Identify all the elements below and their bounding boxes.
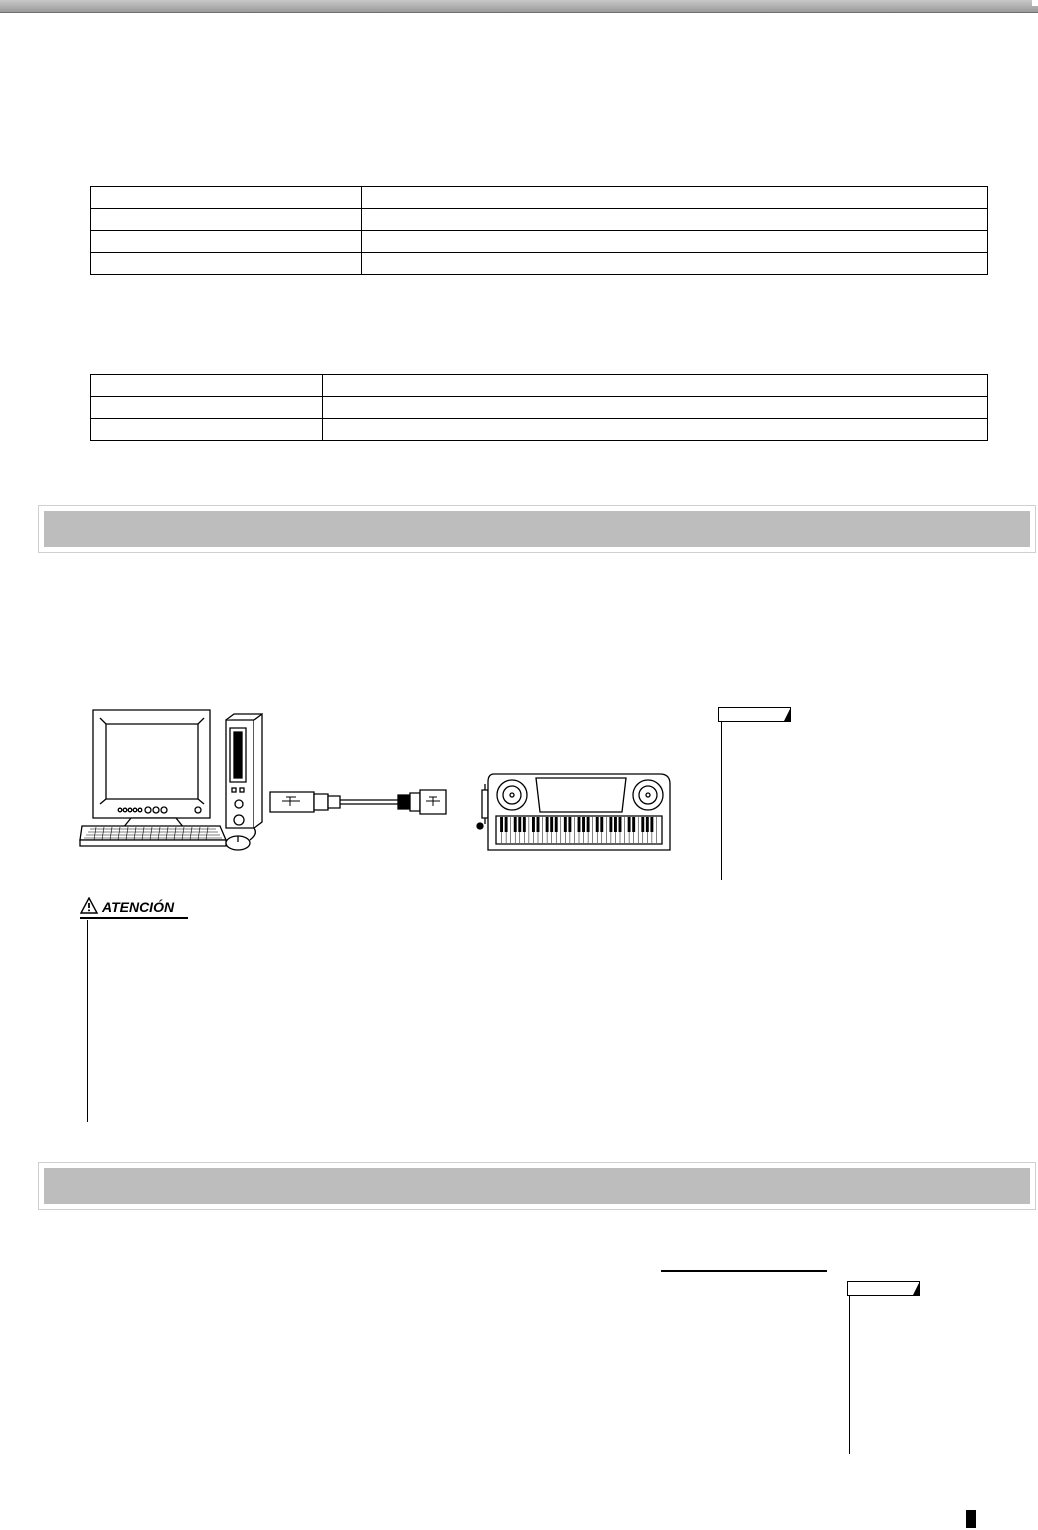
caution-margin-line xyxy=(87,920,88,1122)
table-cell xyxy=(323,397,988,419)
black-key xyxy=(641,817,644,832)
black-key xyxy=(650,817,653,832)
table-cell xyxy=(91,397,323,419)
black-key xyxy=(619,817,622,832)
black-key xyxy=(632,817,635,832)
table-cell xyxy=(91,375,323,397)
page-tab-marker xyxy=(966,1510,976,1528)
table-cell xyxy=(91,209,362,231)
table-cell xyxy=(323,375,988,397)
table-cell xyxy=(91,231,362,253)
table-cell xyxy=(362,209,988,231)
table-cell xyxy=(91,187,362,209)
table-row xyxy=(91,397,988,419)
black-key xyxy=(537,817,540,832)
black-key xyxy=(546,817,549,832)
table-cell xyxy=(362,187,988,209)
table-cell xyxy=(323,419,988,441)
table-row xyxy=(91,209,988,231)
usb-connection-illustration xyxy=(76,700,676,860)
caution-label: ATENCIÓN xyxy=(102,899,175,915)
black-key xyxy=(614,817,617,832)
black-key xyxy=(514,817,517,832)
black-key xyxy=(609,817,612,832)
table-cell xyxy=(362,231,988,253)
black-key xyxy=(596,817,599,832)
black-key xyxy=(628,817,631,832)
caution-heading xyxy=(80,897,190,921)
table-row xyxy=(91,253,988,275)
table-cell xyxy=(362,253,988,275)
black-key xyxy=(646,817,649,832)
black-key xyxy=(518,817,521,832)
black-key xyxy=(523,817,526,832)
black-key xyxy=(600,817,603,832)
table-cell xyxy=(91,419,323,441)
usb-cable-icon xyxy=(270,790,446,814)
spec-table-2 xyxy=(90,374,988,441)
note-tag-1 xyxy=(718,707,791,722)
black-key xyxy=(500,817,503,832)
warning-triangle-icon xyxy=(80,897,98,915)
black-key xyxy=(555,817,558,832)
black-key xyxy=(568,817,571,832)
table-row xyxy=(91,187,988,209)
spec-table-1 xyxy=(90,186,988,275)
table-cell xyxy=(91,253,362,275)
table-row xyxy=(91,419,988,441)
black-key xyxy=(550,817,553,832)
top-rule xyxy=(0,0,1038,13)
note-tag-2 xyxy=(847,1281,920,1296)
black-key xyxy=(505,817,508,832)
note-margin-line-2 xyxy=(849,1296,850,1454)
black-key xyxy=(578,817,581,832)
black-key xyxy=(582,817,585,832)
black-key xyxy=(587,817,590,832)
section-header-2 xyxy=(38,1162,1036,1210)
black-key xyxy=(564,817,567,832)
note-margin-line-1 xyxy=(721,722,722,880)
table-row xyxy=(91,231,988,253)
table-row xyxy=(91,375,988,397)
desktop-computer-icon xyxy=(80,710,262,850)
black-key xyxy=(532,817,535,832)
section-header-1 xyxy=(38,505,1036,553)
underline-rule xyxy=(661,1270,827,1272)
